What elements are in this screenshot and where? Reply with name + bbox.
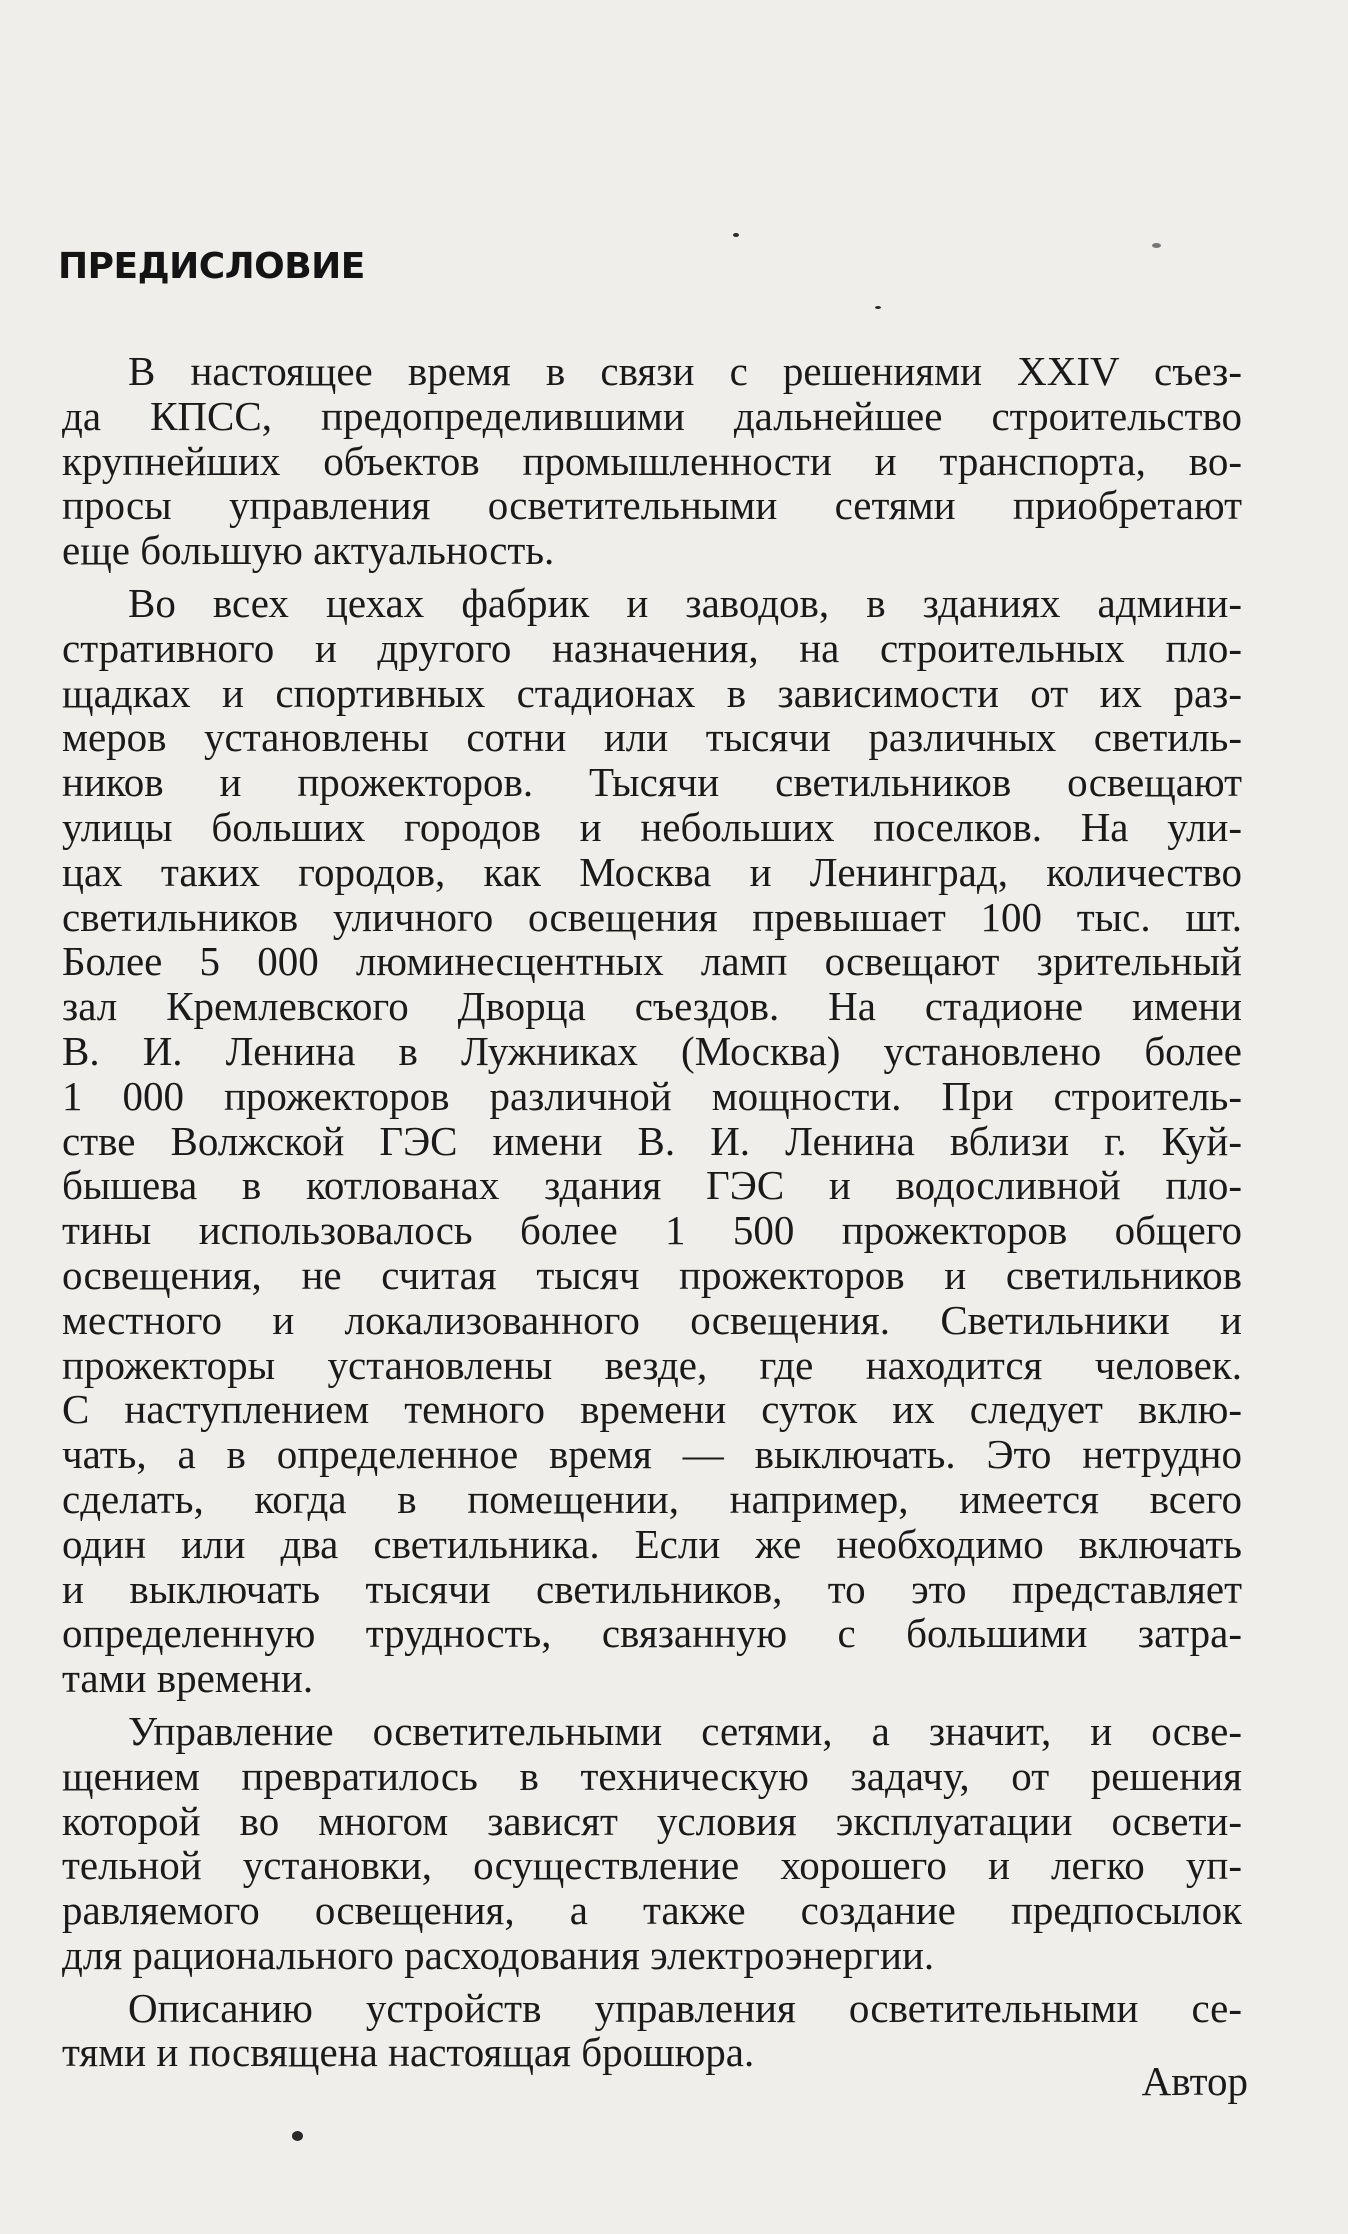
text-line: местного и локализованного освещения. Светильники и bbox=[62, 1296, 1242, 1343]
text-line: 1 000 прожекторов различной мощности. При строитель- bbox=[62, 1072, 1242, 1119]
text-line: сделать, когда в помещении, например, имеется всего bbox=[62, 1475, 1242, 1522]
text-line: щением превратилось в техническую задачу, от решения bbox=[62, 1752, 1242, 1799]
text-line: бышева в котлованах здания ГЭС и водосливной пло- bbox=[62, 1162, 1242, 1209]
text-line: и выключать тысячи светильников, то это представляет bbox=[62, 1565, 1242, 1612]
text-line: прожекторы установлены везде, где находится человек. bbox=[62, 1341, 1242, 1388]
author-signature: Автор bbox=[1141, 2058, 1248, 2104]
text-line: стве Волжской ГЭС имени В. И. Ленина вблизи г. Куй- bbox=[62, 1117, 1242, 1164]
text-line: для рационального расходования электроэнергии. bbox=[62, 1931, 935, 1978]
text-line: С наступлением темного времени суток их следует вклю- bbox=[62, 1386, 1242, 1433]
text-line: равляемого освещения, а также создание предпосылок bbox=[62, 1887, 1242, 1934]
text-line: зал Кремлевского Дворца съездов. На стадионе имени bbox=[62, 983, 1242, 1030]
text-line: крупнейших объектов промышленности и транспорта, во- bbox=[62, 437, 1242, 484]
body-text bbox=[62, 349, 1242, 2075]
text-line: меров установлены сотни или тысячи различных светиль- bbox=[62, 714, 1242, 761]
text-line: цах таких городов, как Москва и Ленинград, количество bbox=[62, 848, 1242, 895]
text-line: чать, а в определенное время — выключать. Это нетрудно bbox=[62, 1431, 1242, 1478]
text-line: тины использовалось более 1 500 прожекторов общего bbox=[62, 1207, 1242, 1254]
print-speck bbox=[1152, 243, 1161, 248]
text-line: В настоящее время в связи с решениями XXIV съез- bbox=[128, 348, 1242, 394]
text-line: улицы больших городов и небольших поселков. На ули- bbox=[62, 803, 1242, 850]
text-line: В. И. Ленина в Лужниках (Москва) установлено более bbox=[62, 1027, 1242, 1074]
text-line: еще большую актуальность. bbox=[62, 527, 555, 574]
text-line: тями и посвящена настоящая брошюра. bbox=[62, 2029, 755, 2076]
text-line: освещения, не считая тысяч прожекторов и светильников bbox=[62, 1251, 1242, 1298]
text-line: которой во многом зависят условия эксплуатации освети- bbox=[62, 1797, 1242, 1844]
print-speck bbox=[733, 233, 739, 237]
text-line: просы управления осветительными сетями приобретают bbox=[62, 482, 1242, 529]
text-line: тельной установки, осуществление хорошего и легко уп- bbox=[62, 1842, 1242, 1889]
text-line: один или два светильника. Если же необходимо включать bbox=[62, 1520, 1242, 1567]
text-line: Описанию устройств управления осветительными се- bbox=[128, 1984, 1242, 2031]
print-speck bbox=[875, 306, 881, 309]
text-line: тами времени. bbox=[62, 1655, 314, 1702]
text-line: определенную трудность, связанную с большими затра- bbox=[62, 1610, 1242, 1657]
text-line: да КПСС, предопределившими дальнейшее строительство bbox=[62, 392, 1242, 439]
text-line: светильников уличного освещения превышает 100 тыс. шт. bbox=[62, 893, 1242, 940]
text-line: Управление осветительными сетями, а значит, и осве- bbox=[128, 1707, 1242, 1754]
print-speck bbox=[292, 2131, 303, 2141]
text-line: Более 5 000 люминесцентных ламп освещают зрительный bbox=[62, 938, 1242, 985]
page-heading: ПРЕДИСЛОВИЕ bbox=[58, 246, 365, 287]
text-line: щадках и спортивных стадионах в зависимости от их раз- bbox=[62, 669, 1242, 716]
text-line: стративного и другого назначения, на строительных пло- bbox=[62, 624, 1242, 671]
text-line: ников и прожекторов. Тысячи светильников освещают bbox=[62, 759, 1242, 806]
text-line: Во всех цехах фабрик и заводов, в зданиях админи- bbox=[128, 579, 1242, 626]
